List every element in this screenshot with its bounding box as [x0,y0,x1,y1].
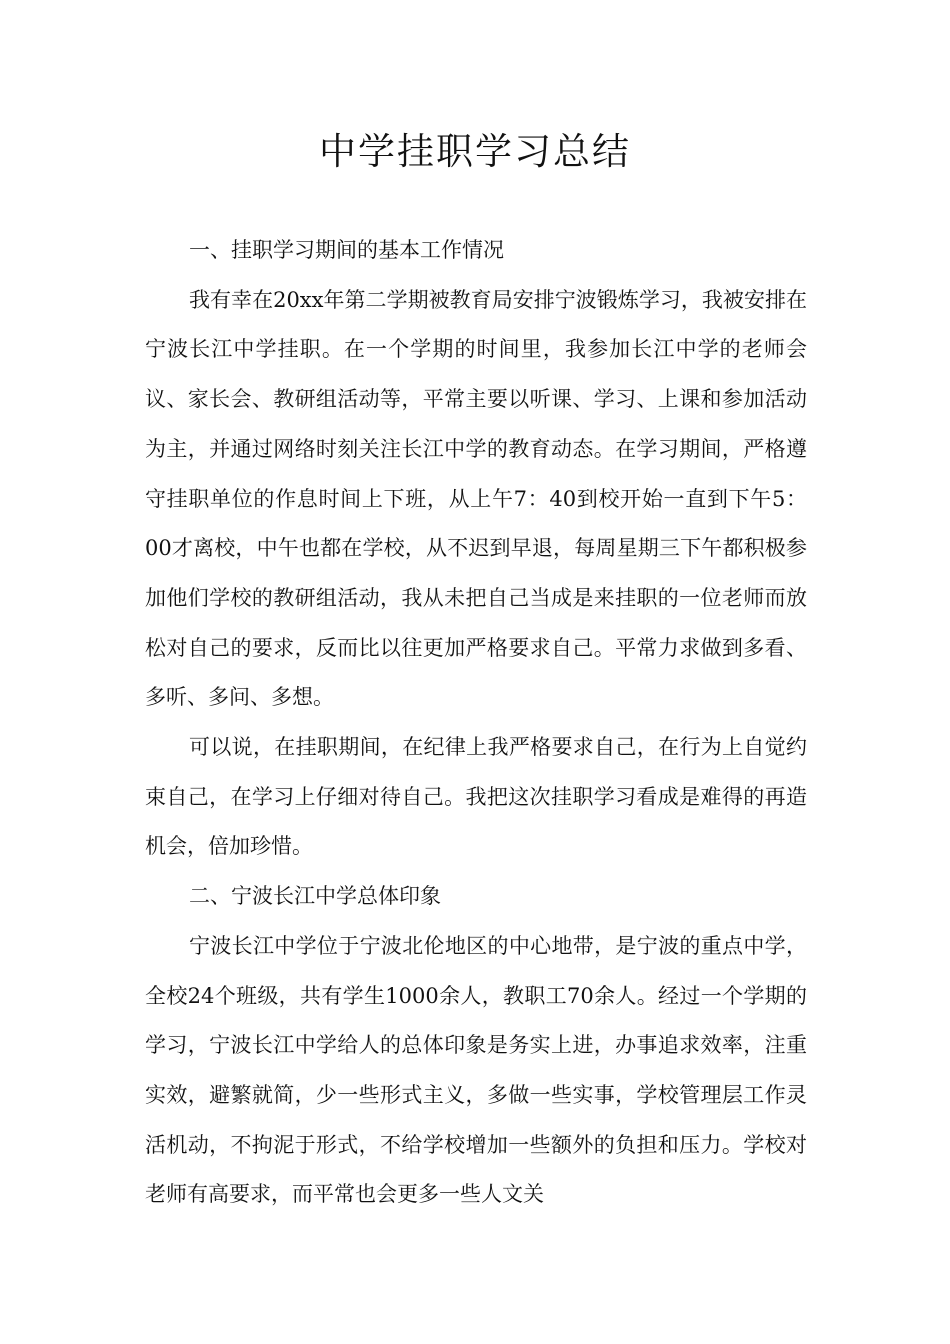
document-title: 中学挂职学习总结 [319,130,631,173]
section-heading-1: 一、挂职学习期间的基本工作情况 [189,238,504,262]
paragraph-3: 宁波长江中学位于宁波北伦地区的中心地带，是宁波的重点中学，全校24个班级，共有学生1000余人，教职工70余人。经过一个学期的学习，宁波长江中学给人的总体印象是务实上进，办事追求效率，注重实效，避繁就简，少一些形式主义，多做一些实事，学校管理层工作灵活机动，不拘泥于形式，不给学校增加一些额外的负担和压力。学校对老师有高要求，而平常也会更多一些人文关 [145,933,807,1207]
document-body [145,226,807,1220]
paragraph-2: 可以说，在挂职期间，在纪律上我严格要求自己，在行为上自觉约束自己，在学习上仔细对待自己。我把这次挂职学习看成是难得的再造机会，倍加珍惜。 [145,735,807,859]
section-heading-2: 二、宁波长江中学总体印象 [189,884,441,909]
paragraph-1: 我有幸在20xx年第二学期被教育局安排宁波锻炼学习，我被安排在宁波长江中学挂职。在一个学期的时间里，我参加长江中学的老师会议、家长会、教研组活动等，平常主要以听课、学习、上课和参加活动为主，并通过网络时刻关注长江中学的教育动态。在学习期间，严格遵守挂职单位的作息时间上下班，从上午7：40到校开始一直到下午5：00才离校，中午也都在学校，从不迟到早退，每周星期三下午都积极参加他们学校的教研组活动，我从未把自己当成是来挂职的一位老师而放松对自己的要求，反而比以往更加严格要求自己。平常力求做到多看、多听、多问、多想。 [145,287,807,710]
